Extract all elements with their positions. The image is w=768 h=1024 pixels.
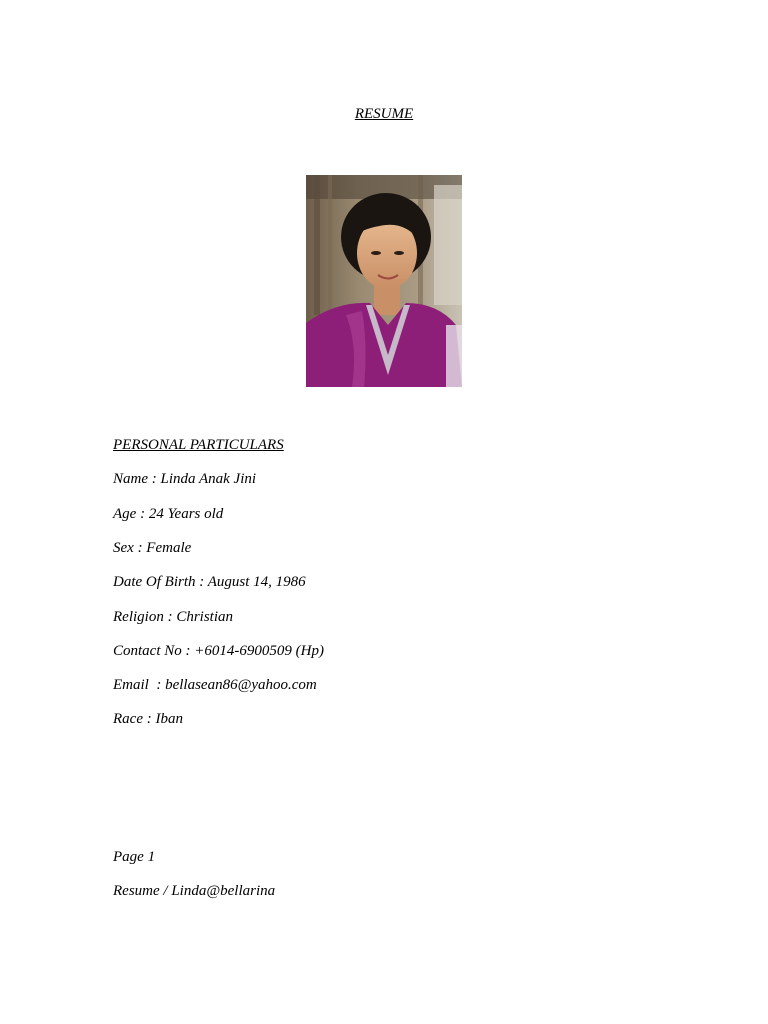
date-of-birth-line: Date Of Birth : August 14, 1986 xyxy=(113,574,306,590)
footer-reference: Resume / Linda@bellarina xyxy=(113,883,276,899)
sex-line: Sex : Female xyxy=(113,540,192,556)
document-title: RESUME xyxy=(354,106,414,122)
name-line: Name : Linda Anak Jini xyxy=(113,471,257,487)
portrait-illustration xyxy=(306,175,462,387)
personal-particulars-heading: PERSONAL PARTICULARS xyxy=(113,437,284,453)
page-number: Page 1 xyxy=(113,849,156,865)
race-line: Race : Iban xyxy=(113,711,183,727)
religion-line: Religion : Christian xyxy=(113,609,233,625)
age-line: Age : 24 Years old xyxy=(113,506,224,522)
email-line: Email : bellasean86@yahoo.com xyxy=(113,677,317,693)
portrait-photo xyxy=(306,175,462,387)
contact-number-line: Contact No : +6014-6900509 (Hp) xyxy=(113,643,324,659)
